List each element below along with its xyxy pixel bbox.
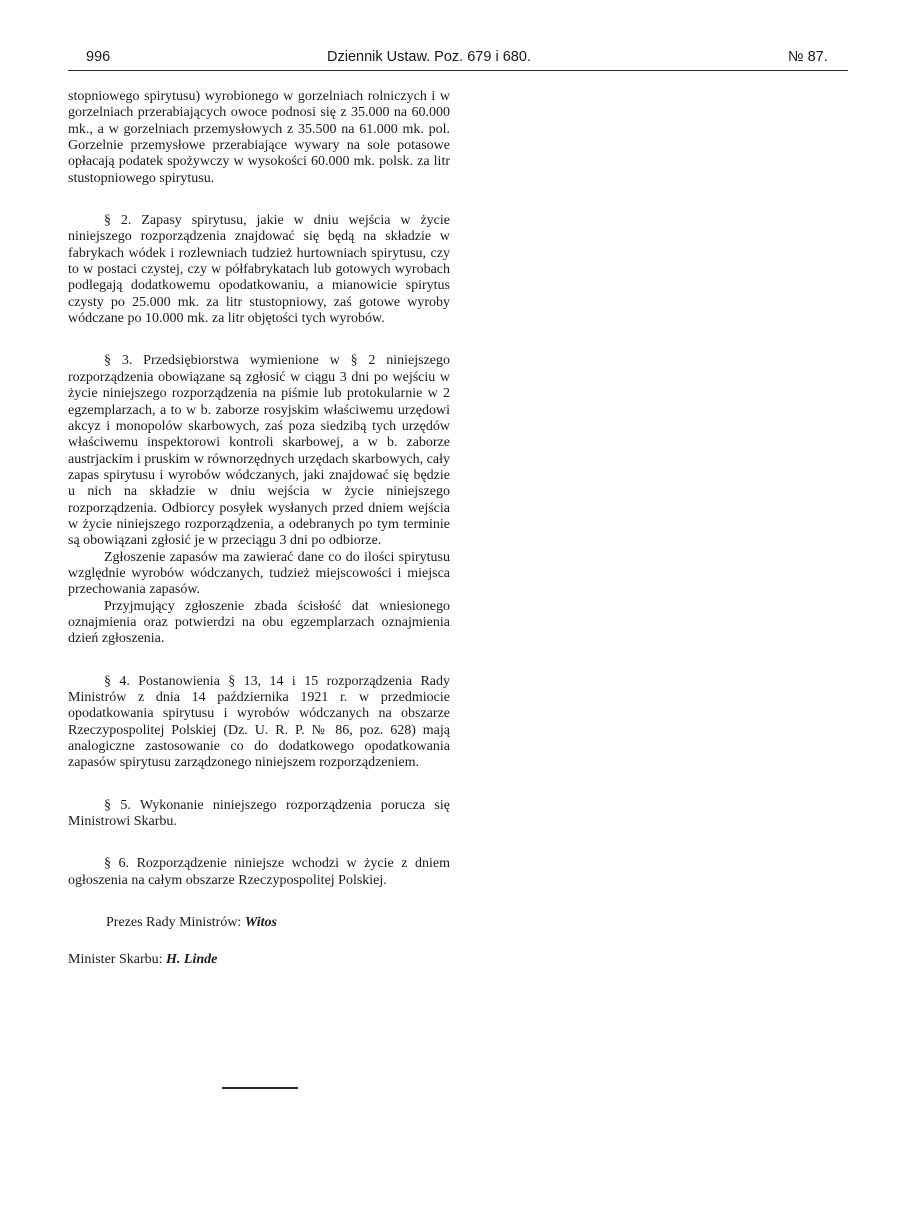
- closing-rule: [222, 1087, 298, 1089]
- signature-role: Minister Skarbu:: [68, 952, 163, 968]
- paragraph-section-3-notice: Zgłoszenie zapasów ma zawierać dane co do ilości spirytusu względnie wyrobów wódczanych, tudzież miejscowości i miejsca przechowania zapasów.: [68, 549, 450, 598]
- paragraph-section-3-verification: Przyjmujący zgłoszenie zbada ścisłość dat wniesionego oznajmienia oraz potwierdzi na obu egzemplarzach oznajmienia dzień zgłoszenia.: [68, 598, 450, 647]
- issue-number: № 87.: [788, 49, 828, 65]
- signature-finance-minister: [68, 952, 450, 968]
- paragraph-continuation: stopniowego spirytusu) wyrobionego w gorzelniach rolniczych i w gorzelniach przerabiających owoce podnosi się z 35.000 na 60.000 mk., a w gorzelniach przemysłowych z 35.500 na 61.000 mk. pol. Gorzelnie przemysłowe przerabiające wywary na sole potasowe opłacają podatek spożywczy w wysokości 60.000 mk. polsk. za litr stustopniowego spirytusu.: [68, 89, 450, 186]
- document-body: [68, 89, 450, 969]
- paragraph-section-4: § 4. Postanowienia § 13, 14 i 15 rozporządzenia Rady Ministrów z dnia 14 października 1921 r. w przedmiocie opodatkowania spirytusu i wyrobów wódczanych na obszarze Rzeczypospolitej Polskiej (Dz. U. R. P. № 86, poz. 628) mają analogiczne zastosowanie co do dodatkowego opodatkowania zapasów spirytusu zarządzonego niniejszem rozporządzeniem.: [68, 673, 450, 771]
- paragraph-section-3: § 3. Przedsiębiorstwa wymienione w § 2 niniejszego rozporządzenia obowiązane są zgłosić w ciągu 3 dni po wejściu w życie niniejszego rozporządzenia na piśmie lub protokularnie w 2 egzemplarzach, a to w b. zaborze rosyjskim właściwemu urzędowi akcyz i monopolów skarbowych, zaś poza siedzibą tych urzędów właściwemu inspektorowi kontroli skarbowej, a w b. zaborze austrjackim i pruskim w równorzędnych urzędach skarbowych, cały zapas spirytusu i wyrobów wódczanych, jaki znajdować się będzie u nich na składzie w dniu wejścia w życie niniejszego rozporządzenia. Odbiorcy posyłek wysłanych przed dniem wejścia w życie niniejszego rozporządzenia, a odebranych po tym terminie są obowiązani zgłosić je w przeciągu 3 dni po odbiorze.: [68, 353, 450, 549]
- signature-name: H. Linde: [166, 952, 218, 968]
- page-number: 996: [86, 49, 111, 65]
- paragraph-section-5: § 5. Wykonanie niniejszego rozporządzenia porucza się Ministrowi Skarbu.: [68, 797, 450, 830]
- page-header: [68, 49, 848, 71]
- journal-title: Dziennik Ustaw. Poz. 679 i 680.: [327, 49, 531, 65]
- signature-prime-minister: [68, 915, 450, 931]
- signature-role: Prezes Rady Ministrów:: [106, 915, 242, 931]
- paragraph-section-6: § 6. Rozporządzenie niniejsze wchodzi w życie z dniem ogłoszenia na całym obszarze Rzeczypospolitej Polskiej.: [68, 856, 450, 888]
- header-rule: [68, 70, 848, 71]
- paragraph-section-2: § 2. Zapasy spirytusu, jakie w dniu wejścia w życie niniejszego rozporządzenia znajdować się będą na składzie w fabrykach wódek i rozlewniach tudzież hurtowniach spirytusu, czy to w postaci czystej, czy w półfabrykatach lub gotowych wyrobach podlegają dodatkowemu opodatkowaniu, a mianowicie spirytus czysty po 25.000 mk. za litr stustopniowy, zaś gotowe wyroby wódczane po 10.000 mk. za litr objętości tych wyrobów.: [68, 213, 450, 327]
- signature-name: Witos: [244, 915, 277, 931]
